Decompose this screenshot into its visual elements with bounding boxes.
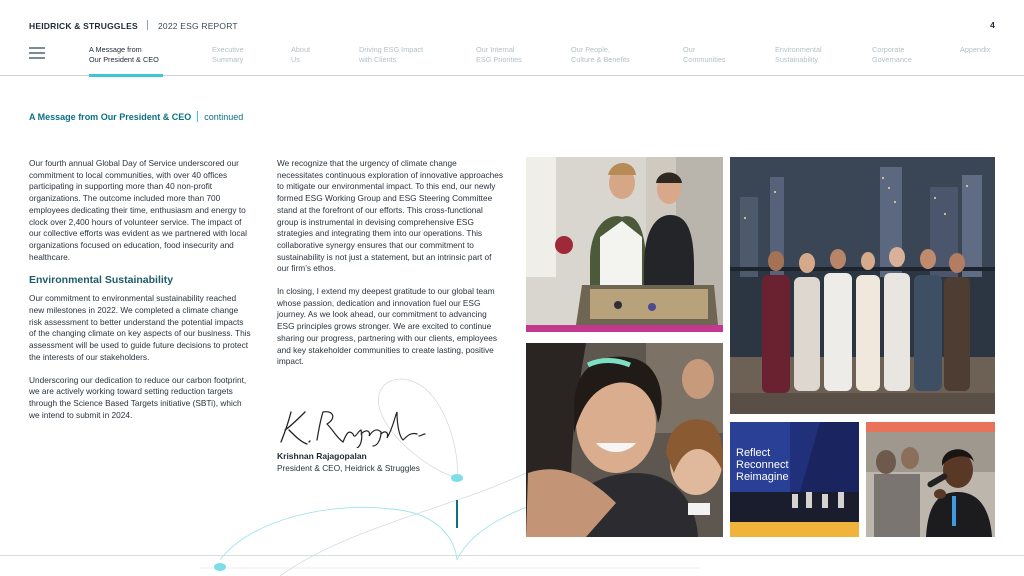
nav-item-executive-summary[interactable] (212, 45, 244, 65)
signature-text: K. Rajagopalan (277, 406, 284, 407)
brand-name: HEIDRICK & STRUGGLES (29, 21, 138, 31)
nav-label: Environmental (775, 45, 822, 54)
nav-item-environmental[interactable] (775, 45, 822, 65)
nav-label: ESG Priorities (476, 55, 522, 64)
menu-icon[interactable] (29, 47, 45, 59)
ceo-name: Krishnan Rajagopalan (277, 451, 367, 461)
photo-conference-stage (730, 422, 859, 537)
nav-label: with Clients (359, 55, 397, 64)
nav-item-people-culture[interactable] (571, 45, 630, 65)
photo-speaker-microphone (866, 422, 995, 537)
nav-label: Governance (872, 55, 912, 64)
nav-label: Culture & Benefits (571, 55, 630, 64)
subheading-environmental: Environmental Sustainability (29, 274, 174, 287)
page-number: 4 (990, 20, 995, 30)
nav-label: Our Internal (476, 45, 515, 54)
nav-label: Sustainability (775, 55, 818, 64)
photo-team-group-skyline (730, 157, 995, 414)
nav-label: Appendix (960, 45, 991, 54)
screen-text-reconnect: Reconnect (736, 459, 789, 471)
heading-divider (197, 111, 198, 122)
paragraph: We recognize that the urgency of climate change necessitates continuous exploration of innovative approaches to mitigate our environmental impact. To this end, our newly formed ESG Working Group and ESG Steering Committee stand at the forefront of our efforts. This cross-functional group is instrumental in devising comprehensive ESG strategies and integrating them into our operations. This collaborative synergy ensures that our commitment to sustainability is not just a statement, but an intrinsic part of our firm’s ethos. (277, 158, 504, 274)
text-column-1 (29, 158, 251, 432)
report-title: 2022 ESG REPORT (157, 21, 238, 31)
screen-text-reflect: Reflect (736, 447, 771, 459)
text-column-2 (277, 158, 505, 379)
nav-label: Our (683, 45, 696, 54)
nav-item-internal-priorities[interactable] (476, 45, 522, 65)
nav-item-ceo-message[interactable] (89, 45, 159, 65)
photo-two-men-sandbox (526, 157, 723, 332)
nav-label: Our President & CEO (89, 55, 159, 64)
ceo-signature (277, 406, 427, 448)
nav-label: A Message from (89, 45, 142, 54)
continued-label: continued (204, 112, 244, 122)
nav-label: Summary (212, 55, 244, 64)
nav-item-about-us[interactable] (291, 45, 310, 65)
nav-label: Corporate (872, 45, 905, 54)
nav-label: About (291, 45, 311, 54)
nav-item-appendix[interactable] (960, 45, 990, 55)
header-divider (147, 20, 148, 30)
section-nav (0, 42, 1024, 76)
footer-divider (0, 555, 1024, 556)
paragraph: In closing, I extend my deepest gratitude to our global team whose passion, dedication and innovation fuel our ESG journey. As we look ahead, our commitment to advancing ESG principles grows stronger. We are excited to continue sharing our progress, partnering with our clients, employees and key stakeholder communities to create lasting, positive impact. (277, 286, 497, 367)
section-title: A Message from Our President & CEO (29, 112, 192, 122)
nav-label: Communities (683, 55, 726, 64)
nav-item-esg-impact[interactable] (359, 45, 423, 65)
ceo-title: President & CEO, Heidrick & Struggles (277, 463, 420, 473)
paragraph: Our commitment to environmental sustainability reached new milestones in 2022. We completed a climate change risk assessment to better understand the potential impacts of the changing climate on key aspects of our business. This assessment will be used to guide future decisions to protect the interests of our stakeholders. (29, 293, 251, 362)
screen-text-reimagine: Reimagine (736, 471, 789, 483)
report-header (29, 20, 995, 34)
nav-label: Executive (212, 45, 244, 54)
section-heading (29, 111, 243, 122)
nav-label: Driving ESG Impact (359, 45, 424, 54)
brand-line (29, 20, 238, 31)
photo-colleagues-embracing (526, 343, 723, 537)
nav-label: Us (291, 55, 300, 64)
nav-label: Our People, (571, 45, 610, 54)
paragraph: Our fourth annual Global Day of Service underscored our commitment to local communities, with over 40 offices participating in supporting more than 40 non-profit organizations. The outcome included more than 700 employees dedicating their time, enthusiasm and energy to clock over 2,400 hours of volunteer service. The impact of our collective efforts was evident as we partnered with local organizations focused on education, food insecurity and healthcare. (29, 158, 247, 262)
nav-item-communities[interactable] (683, 45, 726, 65)
paragraph: Underscoring our dedication to reduce our carbon footprint, we are actively working toward setting reduction targets through the Science Based Targets initiative (SBTi), which we intend to submit in 2024. (29, 374, 247, 420)
nav-item-governance[interactable] (872, 45, 912, 65)
